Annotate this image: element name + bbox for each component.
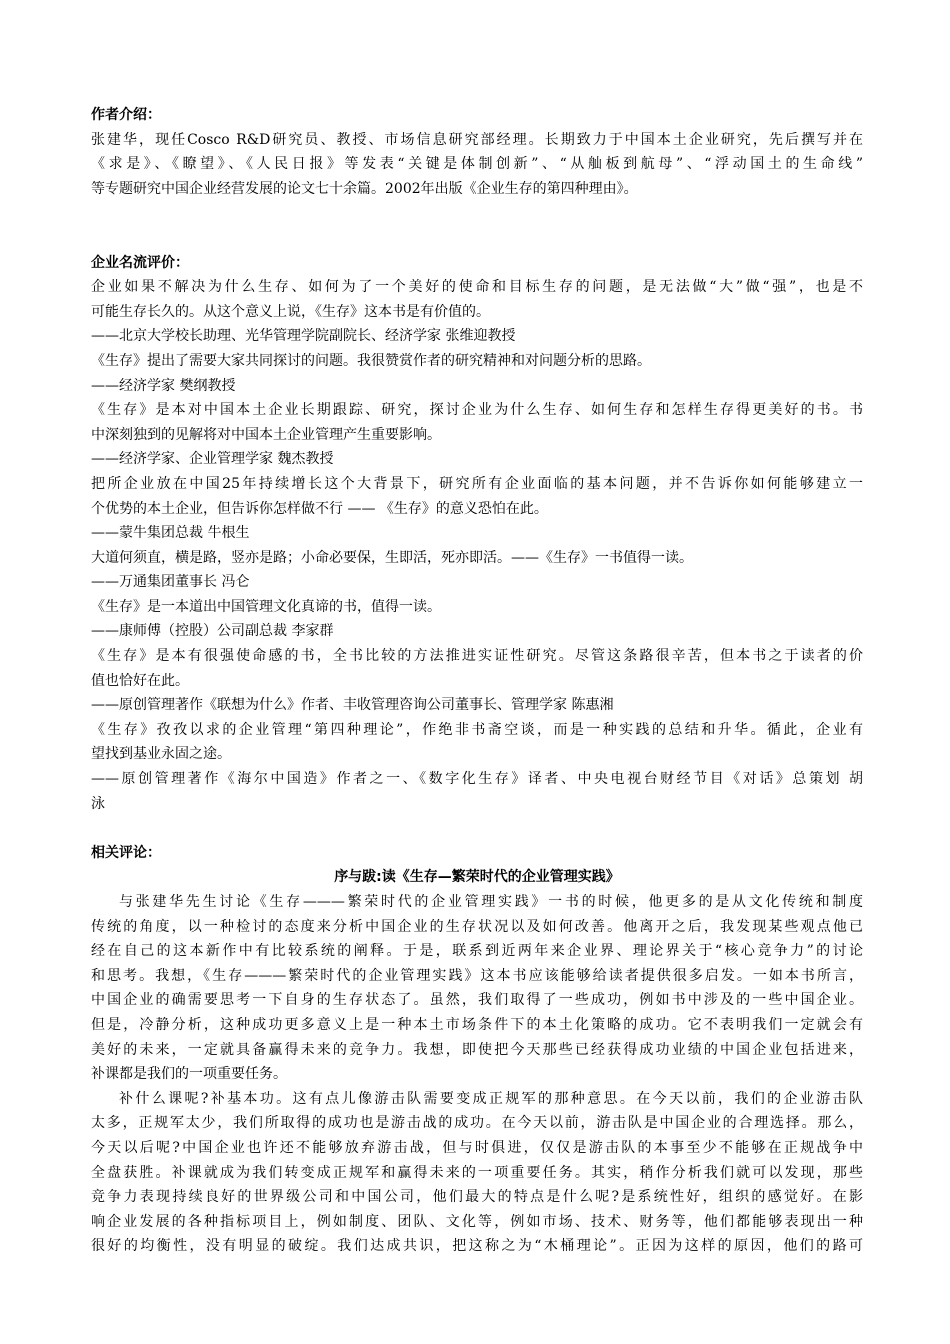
review-attribution: ——北京大学校长助理、光华管理学院副院长、经济学家 张维迎教授	[91, 328, 516, 345]
author-line: 张建华，现任Cosco R&D研究员、教授、市场信息研究部经理。长期致力于中国本土企业研究，先后撰写并在	[91, 131, 863, 148]
review-line: 《生存》提出了需要大家共同探讨的问题。我很赞赏作者的研究精神和对问题分析的思路。	[91, 352, 651, 369]
spacer	[91, 226, 863, 251]
spacer	[91, 816, 863, 841]
article-paragraph-line: 经在自己的这本新作中有比较系统的阐释。于是，联系到近两年来企业界、理论界关于“核心竞争力”的讨论	[91, 943, 863, 960]
review-attribution: ——原创管理著作《联想为什么》作者、丰收管理咨询公司董事长、管理学家 陈惠湘	[91, 697, 614, 714]
article-paragraph-line: 但是，冷静分析，这种成功更多意义上是一种本土市场条件下的本土化策略的成功。它不表明我们一定就会有	[91, 1016, 863, 1033]
article-paragraph-line: 全盘获胜。补课就成为我们转变成正规军和赢得未来的一项重要任务。其实，稍作分析我们就可以发现，那些	[91, 1164, 863, 1181]
review-line: 企业如果不解决为什么生存、如何为了一个美好的使命和目标生存的问题，是无法做“大”做“强”，也是不	[91, 279, 863, 296]
review-line: 《生存》是本对中国本土企业长期跟踪、研究，探讨企业为什么生存、如何生存和怎样生存得更美好的书。书	[91, 402, 863, 419]
review-line: 《生存》是本有很强使命感的书，全书比较的方法推进实证性研究。尽管这条路很辛苦，但本书之于读者的价	[91, 648, 863, 665]
spacer	[91, 201, 863, 226]
reviews-heading: 企业名流评价：	[91, 254, 189, 271]
review-attribution: 泳	[91, 795, 105, 812]
related-heading: 相关评论：	[91, 844, 161, 861]
review-line: 把所企业放在中国25年持续增长这个大背景下，研究所有企业面临的基本问题，并不告诉你如何能够建立一	[91, 475, 863, 492]
article-title: 序与跋:读《生存—繁荣时代的企业管理实践》	[334, 869, 620, 886]
article-paragraph-line: 响企业发展的各种指标项目上，例如制度、团队、文化等，例如市场、技术、财务等，他们都能够表现出一种	[91, 1213, 863, 1230]
article-paragraph-line: 与张建华先生讨论《生存———繁荣时代的企业管理实践》一书的时候，他更多的是从文化传统和制度	[119, 894, 863, 910]
review-line: 中深刻独到的见解将对中国本土企业管理产生重要影响。	[91, 426, 441, 443]
review-line: 《生存》是一本道出中国管理文化真谛的书，值得一读。	[91, 598, 441, 615]
review-line: 个优势的本土企业，但告诉你怎样做不行 —— 《生存》的意义恐怕在此。	[91, 500, 548, 517]
author-heading: 作者介绍：	[91, 107, 161, 123]
author-line: 等专题研究中国企业经营发展的论文七十余篇。2002年出版《企业生存的第四种理由》。	[91, 180, 638, 197]
review-attribution: ——原创管理著作《海尔中国造》作者之一、《数字化生存》译者、中央电视台财经节目《对话》总策划 胡	[91, 771, 863, 788]
review-line: 大道何须直，横是路，竖亦是路；小命必要保，生即活，死亦即活。——《生存》一书值得一读。	[91, 549, 693, 566]
article-paragraph-line: 和思考。我想，《生存———繁荣时代的企业管理实践》这本书应该能够给读者提供很多启发。一如本书所言，	[91, 967, 863, 984]
article-paragraph-line: 传统的角度，以一种检讨的态度来分析中国企业的生存状况以及如何改善。他离开之后，我发现某些观点他已	[91, 918, 863, 935]
article-paragraph-line: 补什么课呢?补基本功。这有点儿像游击队需要变成正规军的那种意思。在今天以前，我们的企业游击队	[119, 1090, 863, 1107]
review-line: 可能生存长久的。从这个意义上说，《生存》这本书是有价值的。	[91, 303, 490, 320]
article-paragraph-line: 补课都是我们的一项重要任务。	[91, 1066, 287, 1083]
article-paragraph-line: 今天以后呢?中国企业也许还不能够放弃游击战，但与时俱进，仅仅是游击队的本事至少不能够在正规战争中	[91, 1139, 863, 1156]
author-line: 《求是》、《瞭望》、《人民日报》等发表“关键是体制创新”、“从舢板到航母”、“浮动国土的生命线”	[91, 156, 863, 173]
review-attribution: ——康师傅（控股）公司副总裁 李家群	[91, 623, 334, 640]
article-paragraph-line: 太多，正规军太少，我们所取得的成功也是游击战的成功。在今天以前，游击队是中国企业的合理选择。那么，	[91, 1115, 863, 1132]
review-attribution: ——经济学家、企业管理学家 魏杰教授	[91, 451, 334, 468]
article-paragraph-line: 很好的均衡性，没有明显的破绽。我们达成共识，把这称之为“木桶理论”。正因为这样的原因，他们的路可	[91, 1238, 863, 1255]
review-line: 《生存》孜孜以求的企业管理“第四种理论”，作绝非书斋空谈，而是一种实践的总结和升华。循此，企业有	[91, 721, 863, 738]
article-paragraph-line: 美好的未来，一定就具备赢得未来的竞争力。我想，即使把今天那些已经获得成功业绩的中国企业包括进来，	[91, 1041, 863, 1058]
review-line: 值也恰好在此。	[91, 672, 189, 689]
article-paragraph-line: 竞争力表现持续良好的世界级公司和中国公司，他们最大的特点是什么呢?是系统性好，组织的感觉好。在影	[91, 1189, 863, 1206]
article-paragraph-line: 中国企业的确需要思考一下自身的生存状态了。虽然，我们取得了一些成功，例如书中涉及的一些中国企业。	[91, 992, 863, 1009]
review-attribution: ——蒙牛集团总裁 牛根生	[91, 525, 250, 542]
review-attribution: ——经济学家 樊纲教授	[91, 377, 236, 394]
review-line: 望找到基业永固之途。	[91, 746, 231, 763]
document-page	[91, 103, 863, 1259]
review-attribution: ——万通集团董事长 冯仑	[91, 574, 250, 591]
